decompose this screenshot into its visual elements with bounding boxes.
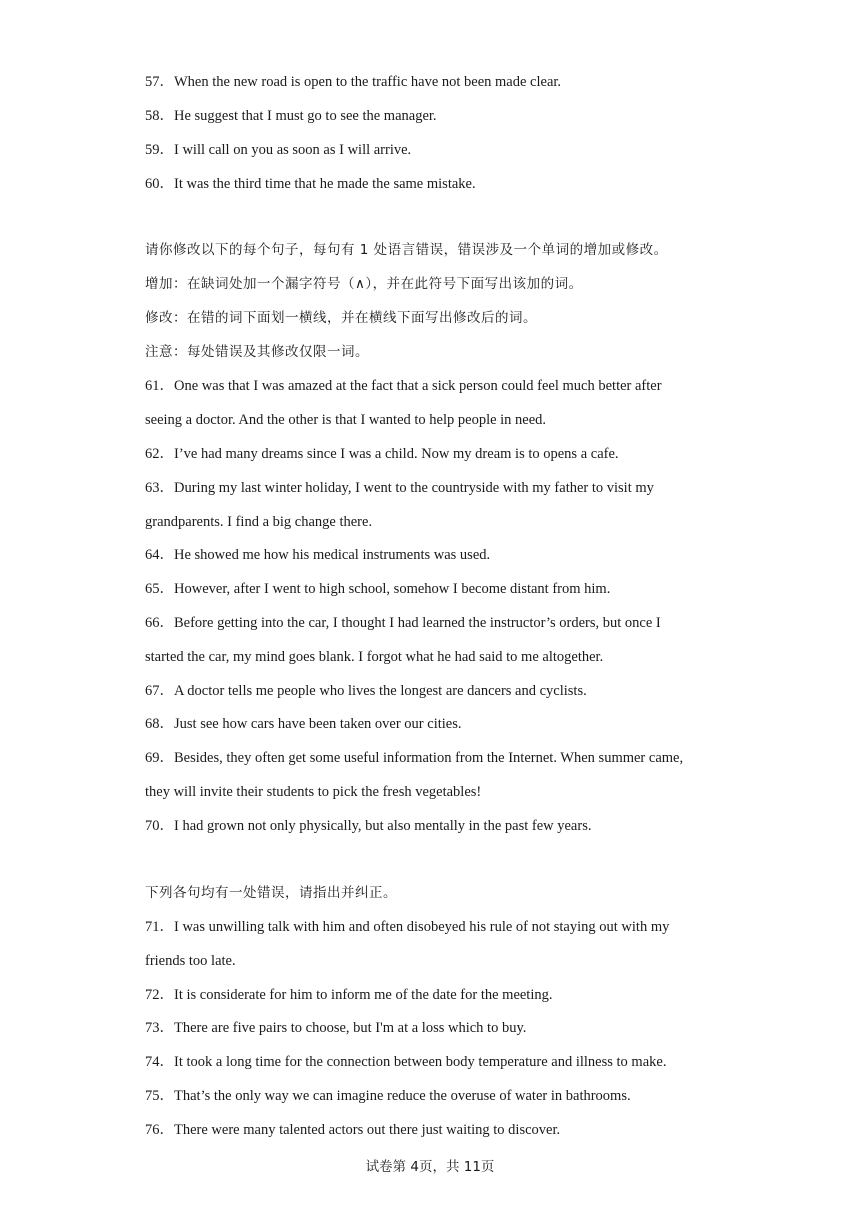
question-73: 73．There are five pairs to choose, but I'm at a loss which to buy.: [145, 1020, 527, 1036]
section-2-note: 注意：每处错误及其修改仅限一词。: [145, 344, 369, 360]
question-63-line-1: 63．During my last winter holiday, I went to the countryside with my father to visit my: [145, 480, 654, 496]
section-2-instruction: 请你修改以下的每个句子，每句有 1 处语言错误，错误涉及一个单词的增加或修改。: [145, 242, 668, 258]
question-66-line-1: 66．Before getting into the car, I thought I had learned the instructor’s orders, but once I: [145, 615, 661, 631]
question-75: 75．That’s the only way we can imagine reduce the overuse of water in bathrooms.: [145, 1088, 631, 1104]
question-74: 74．It took a long time for the connection between body temperature and illness to make.: [145, 1054, 667, 1070]
question-58: 58．He suggest that I must go to see the manager.: [145, 108, 437, 124]
question-69-line-2: they will invite their students to pick the fresh vegetables!: [145, 784, 482, 800]
question-72: 72．It is considerate for him to inform me of the date for the meeting.: [145, 987, 553, 1003]
question-61-line-2: seeing a doctor. And the other is that I wanted to help people in need.: [145, 412, 547, 428]
page-footer: [0, 1158, 860, 1176]
question-68: 68．Just see how cars have been taken over our cities.: [145, 716, 462, 732]
question-60: 60．It was the third time that he made the same mistake.: [145, 176, 476, 192]
question-70: 70．I had grown not only physically, but also mentally in the past few years.: [145, 818, 592, 834]
question-71-line-1: 71．I was unwilling talk with him and often disobeyed his rule of not staying out with my: [145, 919, 670, 935]
page-number-label: 试卷第 4页，共 11页: [365, 1159, 495, 1175]
question-65: 65．However, after I went to high school, somehow I become distant from him.: [145, 581, 611, 597]
question-61-line-1: 61．One was that I was amazed at the fact that a sick person could feel much better after: [145, 378, 662, 394]
section-3-instruction: 下列各句均有一处错误，请指出并纠正。: [145, 885, 397, 901]
section-2-modify-rule: 修改：在错的词下面划一横线，并在横线下面写出修改后的词。: [145, 310, 537, 326]
question-57: 57．When the new road is open to the traffic have not been made clear.: [145, 74, 562, 90]
question-67: 67．A doctor tells me people who lives the longest are dancers and cyclists.: [145, 683, 587, 699]
question-64: 64．He showed me how his medical instruments was used.: [145, 547, 491, 563]
question-62: 62．I’ve had many dreams since I was a child. Now my dream is to opens a cafe.: [145, 446, 619, 462]
question-59: 59．I will call on you as soon as I will arrive.: [145, 142, 412, 158]
question-63-line-2: grandparents. I find a big change there.: [145, 514, 373, 530]
section-2-add-rule: 增加：在缺词处加一个漏字符号（∧），并在此符号下面写出该加的词。: [145, 276, 583, 292]
question-76: 76．There were many talented actors out there just waiting to discover.: [145, 1122, 561, 1138]
question-69-line-1: 69．Besides, they often get some useful information from the Internet. When summer came,: [145, 750, 684, 766]
question-66-line-2: started the car, my mind goes blank. I forgot what he had said to me altogether.: [145, 649, 604, 665]
question-71-line-2: friends too late.: [145, 953, 236, 969]
